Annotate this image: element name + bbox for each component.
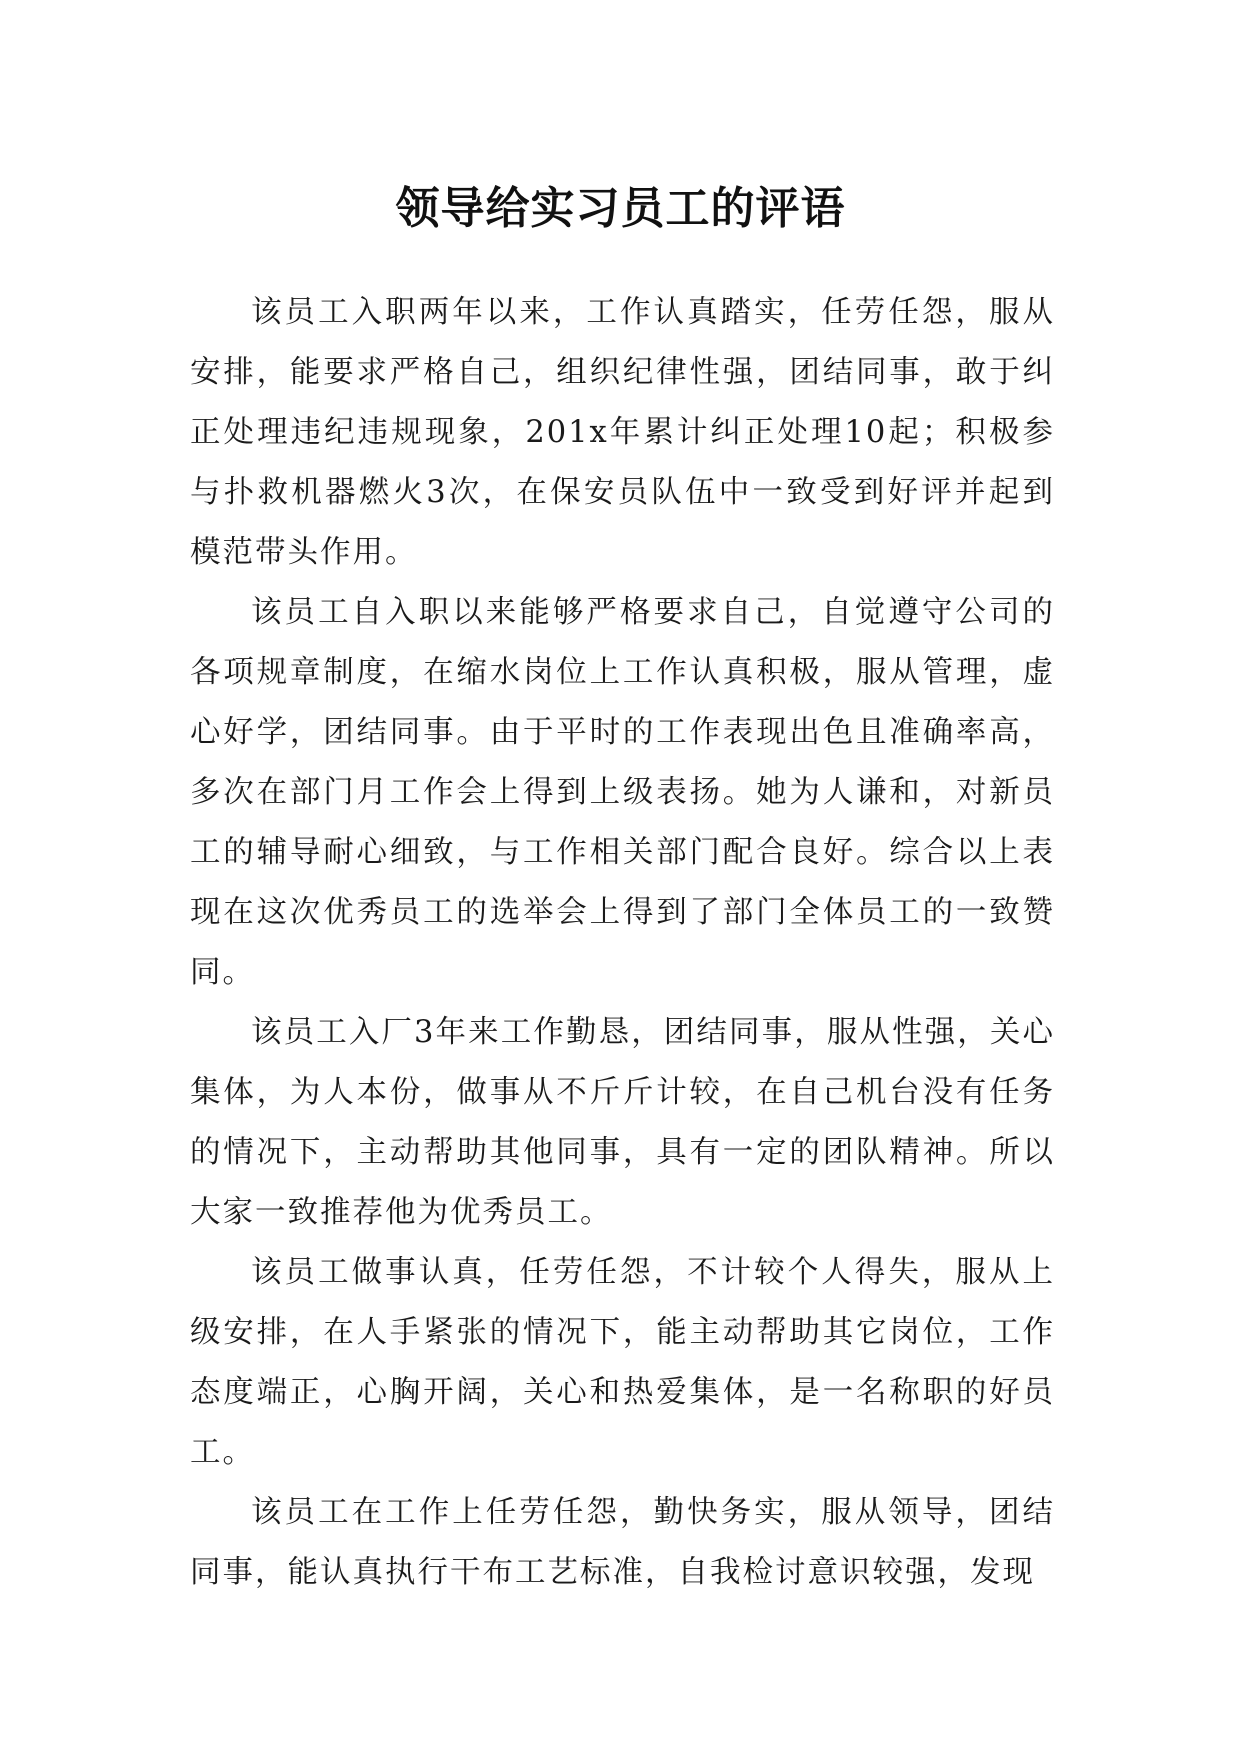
paragraph-3: 该员工入厂3年来工作勤恳，团结同事，服从性强，关心集体，为人本份，做事从不斤斤计较，在自己机台没有任务的情况下，主动帮助其他同事，具有一定的团队精神。所以大家一致推荐他为优秀员工。 — [190, 1015, 1055, 1230]
paragraph-2: 该员工自入职以来能够严格要求自己，自觉遵守公司的各项规章制度，在缩水岗位上工作认真积极，服从管理，虚心好学，团结同事。由于平时的工作表现出色且准确率高，多次在部门月工作会上得到上级表扬。她为人谦和，对新员工的辅导耐心细致，与工作相关部门配合良好。综合以上表现在这次优秀员工的选举会上得到了部门全体员工的一致赞同。 — [190, 595, 1055, 990]
paragraph-4: 该员工做事认真，任劳任怨，不计较个人得失，服从上级安排，在人手紧张的情况下，能主动帮助其它岗位，工作态度端正，心胸开阔，关心和热爱集体，是一名称职的好员工。 — [190, 1255, 1055, 1470]
document-title: 领导给实习员工的评语 — [395, 183, 846, 235]
paragraph-5: 该员工在工作上任劳任怨，勤快务实，服从领导，团结同事，能认真执行干布工艺标准，自我检讨意识较强，发现 — [190, 1495, 1055, 1590]
paragraph-1: 该员工入职两年以来，工作认真踏实，任劳任怨，服从安排，能要求严格自己，组织纪律性强，团结同事，敢于纠正处理违纪违规现象，201x年累计纠正处理10起；积极参与扑救机器燃火3次，在保安员队伍中一致受到好评并起到模范带头作用。 — [190, 295, 1055, 570]
document-body — [190, 283, 1055, 1603]
